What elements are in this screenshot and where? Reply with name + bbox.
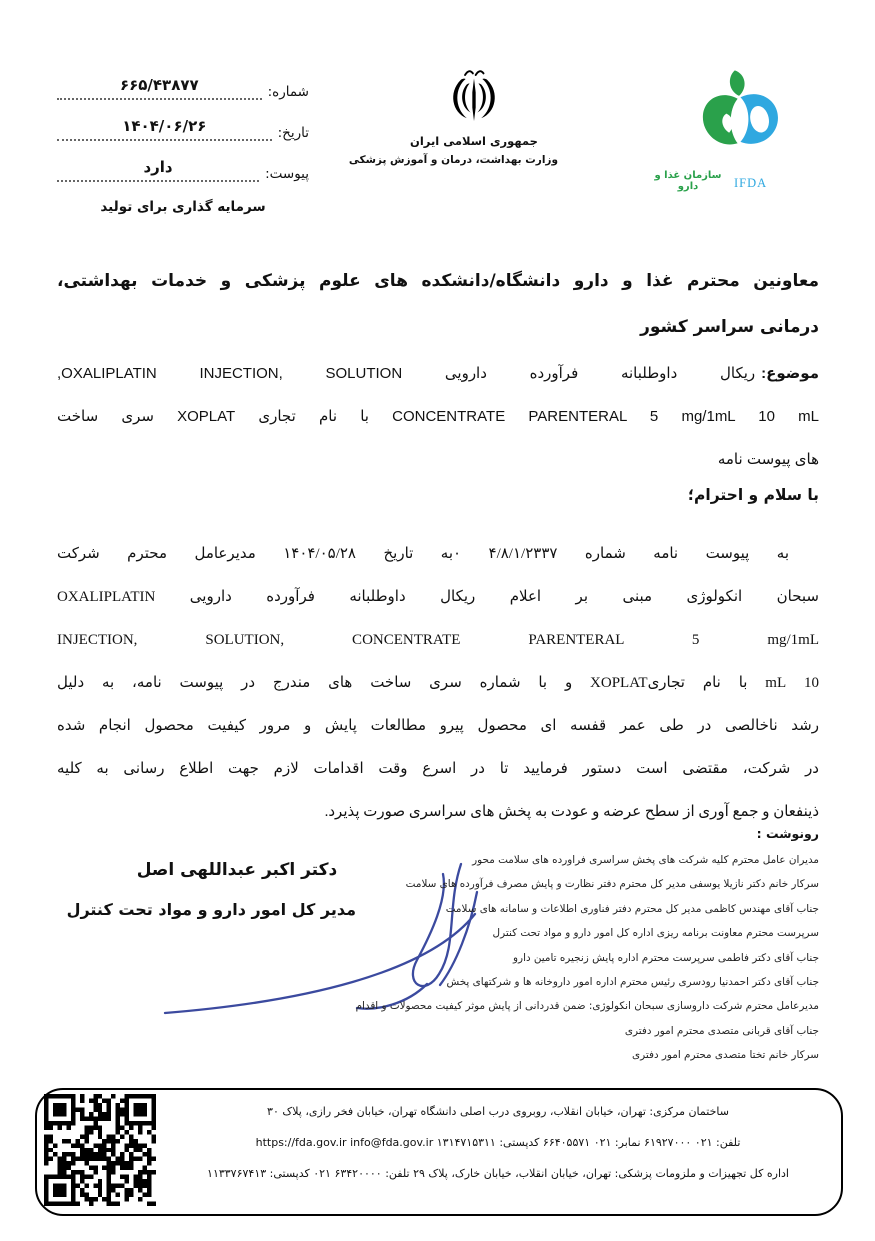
body-line: در شرکت، مقتضی است دستور فرمایید تا در اسرع وقت اقدامات لازم جهت اطلاع رسانی به کلیه [57, 761, 819, 777]
emblem-ministry-title: وزارت بهداشت، درمان و آموزش پزشکی [348, 154, 558, 166]
body-paragraph [57, 533, 819, 834]
cc-item: جناب آقای مهندس کاظمی مدیر کل محترم دفتر فناوری اطلاعات و سامانه های سلامت [445, 902, 819, 915]
qr-code [44, 1094, 156, 1206]
footer-address-line: ساختمان مرکزی: تهران، خیابان انقلاب، روبروی درب اصلی دانشگاه تهران، خیابان فخر رازی، پلاک ۳۰ [267, 1105, 729, 1118]
subject-block [57, 352, 819, 481]
body-line: به پیوست نامه شماره ۴/۸/۱/۲۳۳۷ ۰به تاریخ ۱۴۰۴/۰۵/۲۸ مدیرعامل محترم شرکت [57, 546, 789, 562]
letter-date-value: ۱۴۰۴/۰۶/۲۶ [57, 117, 272, 141]
emblem-country-title: جمهوری اسلامی ایران [410, 134, 538, 148]
letter-date-label: تاریخ: [277, 125, 309, 141]
signer-title: مدیر کل امور دارو و مواد تحت کنترل [66, 900, 356, 919]
subject-line-3: های پیوست نامه [717, 451, 819, 468]
cc-item: مدیرعامل محترم شرکت داروسازی سبحان انکولوژی: ضمن قدردانی از پایش موثر کیفیت محصولات و اقدام [355, 1000, 819, 1013]
ifda-logo-block [652, 62, 822, 192]
letter-number-label: شماره: [267, 84, 309, 100]
footer-contact [168, 1096, 828, 1189]
cc-block [57, 826, 819, 1068]
signer-name: دکتر اکبر عبداللهی اصل [136, 860, 338, 880]
national-emblem-block [348, 66, 558, 166]
cc-item: سرکار خانم دکتر نازیلا یوسفی مدیر کل محترم دفتر نظارت و پایش مصرف فرآورده های سلامت [405, 878, 819, 891]
cc-item: جناب آقای دکتر احمدنیا رودسری رئیس محترم اداره امور داروخانه ها و شرکتهای پخش [446, 976, 819, 989]
subject-text: ریکال داوطلبانه فرآورده دارویی OXALIPLATIN INJECTION, SOLUTION, [57, 365, 756, 382]
cc-item: مدیران عامل محترم کلیه شرکت های پخش سراسری فراورده های سلامت محور [472, 854, 819, 866]
body-line: 10 mL با نام تجاریXOPLAT و با شماره سری ساخت های مندرج در پیوست نامه، به دلیل [57, 675, 819, 691]
cc-item: جناب آقای دکتر فاطمی سرپرست محترم اداره پایش زنجیره تامین دارو [513, 951, 819, 964]
cc-item: سرپرست محترم معاونت برنامه ریزی اداره کل امور دارو و مواد تحت کنترل [492, 927, 819, 940]
subject-line-2: CONCENTRATE PARENTERAL 5 mg/1mL 10 mL با نام تجاری XOPLAT سری ساخت [57, 408, 819, 425]
recipient-line-2: درمانی سراسر کشور [640, 317, 819, 337]
body-line: رشد ناخالصی در طی عمر قفسه ای محصول پیرو مطالعات پایش و مرور کیفیت محصول انجام شده [57, 718, 819, 734]
cc-label: رونوشت : [756, 826, 819, 841]
letter-date-row [57, 117, 309, 141]
body-line: سبحان انکولوژی مبنی بر اعلام ریکال داوطلبانه فرآورده دارویی OXALIPLATIN [57, 589, 819, 605]
letter-number-row [57, 76, 309, 100]
subject-label: موضوع: [761, 365, 819, 382]
year-slogan: سرمایه گذاری برای تولید [100, 199, 266, 215]
iran-emblem-icon [446, 66, 502, 130]
cc-list [57, 848, 819, 1068]
body-line: ذینفعان و جمع آوری از سطح عرضه و عودت به پخش های سراسری صورت پذیرد. [324, 804, 819, 820]
ifda-logo-icon [698, 62, 790, 168]
ifda-acronym: IFDA [734, 176, 768, 190]
subject-line-1 [57, 352, 819, 395]
letterhead-meta [57, 76, 309, 215]
letter-attachment-label: پیوست: [265, 166, 309, 182]
ifda-org-name: سازمان غذا و دارو [654, 170, 722, 192]
recipient-line-1: معاونین محترم غذا و دارو دانشگاه/دانشکده های علوم پزشکی و خدمات بهداشتی، [57, 271, 819, 291]
cc-item: سرکار خانم تختا متصدی محترم امور دفتری [632, 1049, 819, 1062]
letter-attachment-value: دارد [57, 158, 259, 182]
footer-equipment-line: اداره کل تجهیزات و ملزومات پزشکی: تهران، خیابان انقلاب، خیابان خارک، پلاک ۲۹ تلفن: ۶۳۴۲۰۰۰۰ ۰۲۱ کدپستی: ۱۱۳۳۷۶۷۴۱۳ [207, 1167, 789, 1180]
footer-phone-line: تلفن: ۰۲۱ ۶۱۹۲۷۰۰۰ نمابر: ۰۲۱ ۶۶۴۰۵۵۷۱ کدپستی: ۱۳۱۴۷۱۵۳۱۱ https://fda.gov.ir info@fda.gov.ir [255, 1136, 741, 1149]
letter-number-value: ۶۶۵/۴۳۸۷۷ [57, 76, 262, 100]
recipient-heading [57, 258, 819, 350]
letter-attachment-row [57, 158, 309, 182]
body-line: INJECTION, SOLUTION, CONCENTRATE PARENTERAL 5 mg/1mL [57, 632, 819, 648]
cc-item: جناب آقای قربانی متصدی محترم امور دفتری [624, 1024, 819, 1037]
salutation: با سلام و احترام؛ [687, 486, 819, 504]
